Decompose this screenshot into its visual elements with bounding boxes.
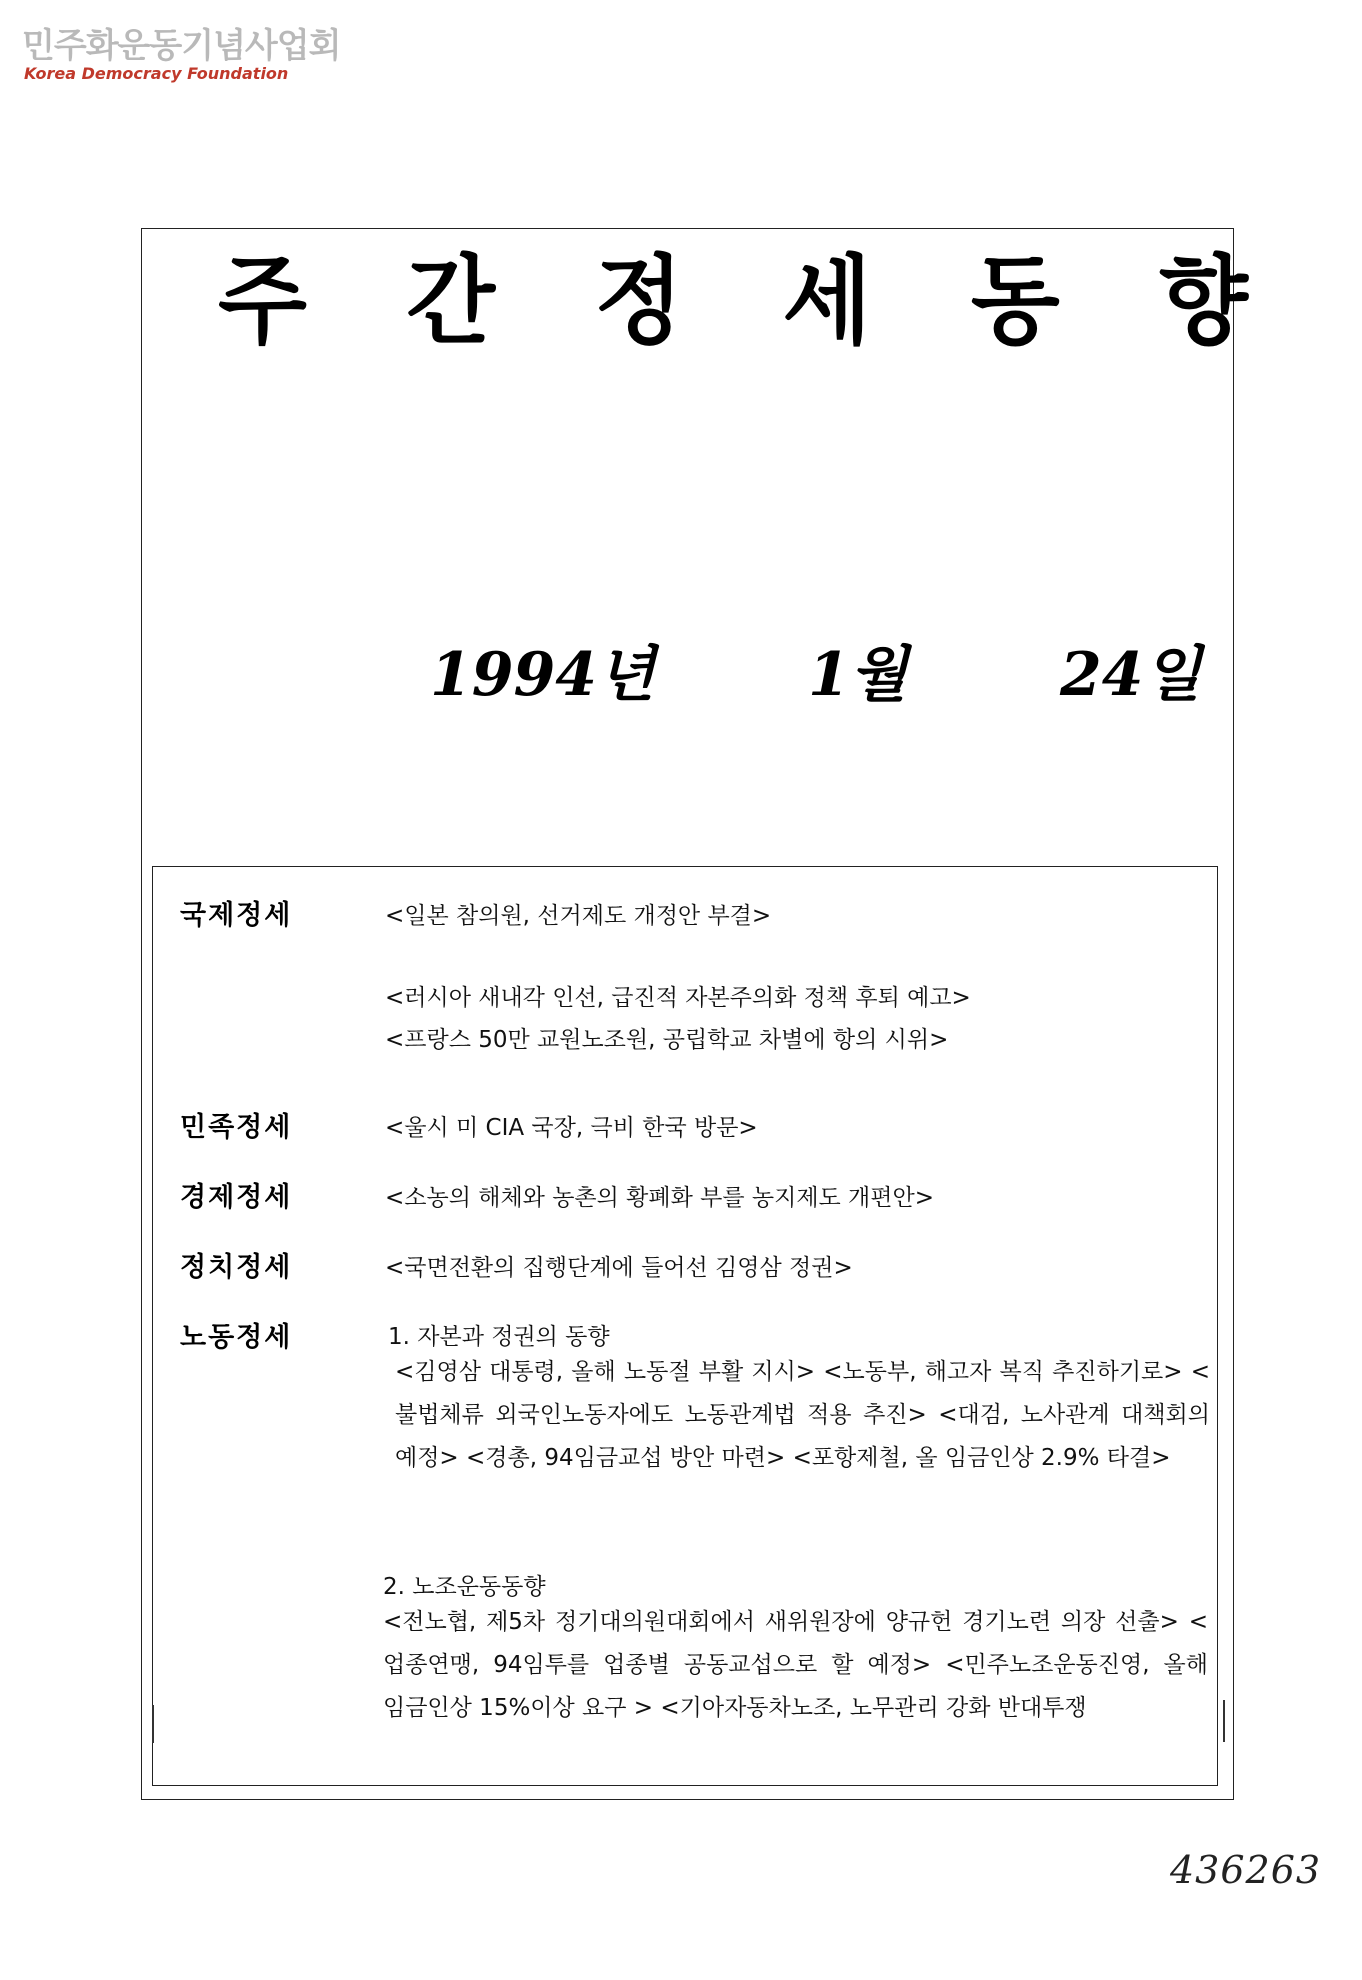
section-label-international: 국제정세 [180,900,293,931]
date-day: 24일 [1060,640,1202,710]
section-label-political: 정치정세 [180,1252,293,1283]
date-year: 1994년 [430,640,655,710]
labor-subheading-1: 1. 자본과 정권의 동향 [388,1324,610,1350]
international-item: <러시아 새내각 인선, 급진적 자본주의화 정책 후퇴 예고> [385,985,971,1011]
section-label-labor: 노동정세 [180,1322,293,1353]
margin-mark [152,1705,154,1743]
international-item: <프랑스 50만 교원노조원, 공립학교 차별에 항의 시위> [385,1027,949,1053]
title-char: 향 [1159,245,1248,358]
title-char: 동 [970,245,1060,358]
political-item: <국면전환의 집행단계에 들어선 김영삼 정권> [385,1255,853,1281]
date-month: 1월 [808,640,908,710]
title-char: 세 [782,245,872,358]
national-item: <울시 미 CIA 국장, 극비 한국 방문> [385,1115,758,1141]
title-char: 정 [594,245,684,358]
watermark-english: Korea Democracy Foundation [24,64,289,83]
title-char: 주 [218,245,307,358]
economic-item: <소농의 해체와 농촌의 황폐화 부를 농지제도 개편안> [385,1185,934,1211]
international-item: <일본 참의원, 선거제도 개정안 부결> [385,903,772,929]
section-label-national: 민족정세 [180,1112,293,1143]
section-label-economic: 경제정세 [180,1182,293,1213]
title-char: 간 [406,245,496,358]
labor-paragraph-1: <김영삼 대통령, 올해 노동절 부활 지시> <노동부, 해고자 복직 추진하기로> <불법체류 외국인노동자에도 노동관계법 적용 추진> <대검, 노사관계 대책회의 예정> <경총, 94임금교섭 방안 마련> <포항제철, 올 임금인상 2.9% 타결> [395,1359,1210,1471]
document-title [218,245,1248,358]
watermark-korean: 민주화운동기념사업회 [22,26,341,66]
handwritten-archive-number: 436263 [1170,1848,1322,1892]
margin-mark [1223,1700,1225,1742]
labor-paragraph-2: <전노협, 제5차 정기대의원대회에서 새위원장에 양규헌 경기노련 의장 선출> <업종연맹, 94임투를 업종별 공동교섭으로 할 예정> <민주노조운동진영, 올해 임금인상 15%이상 요구 > <기아자동차노조, 노무관리 강화 반대투쟁 [383,1609,1208,1721]
labor-subheading-2: 2. 노조운동동향 [383,1574,546,1600]
